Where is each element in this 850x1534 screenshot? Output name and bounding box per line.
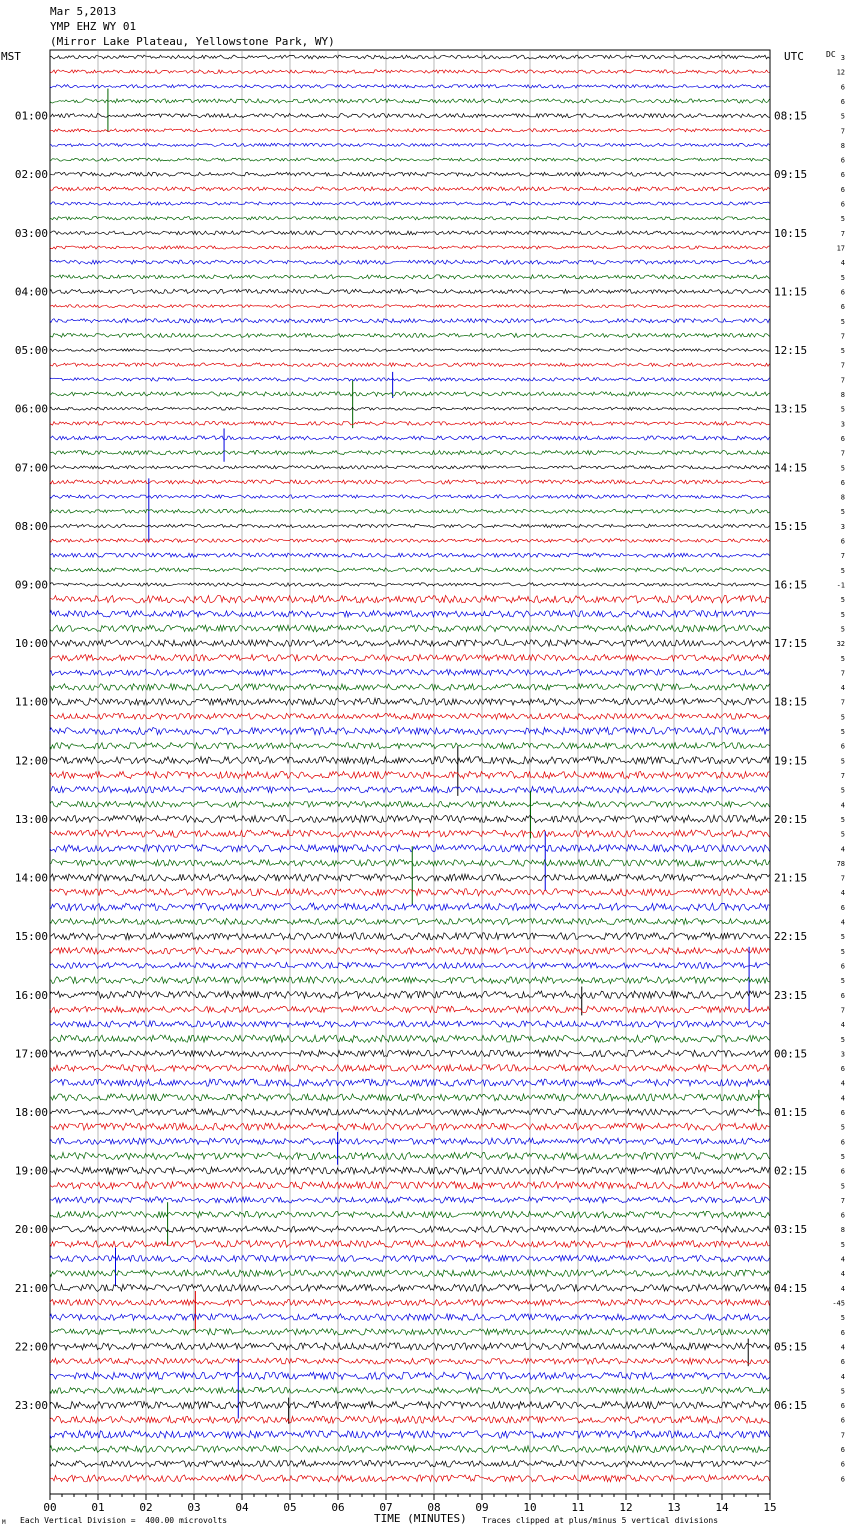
seismic-trace xyxy=(50,1094,770,1101)
x-tick-label: 03 xyxy=(187,1501,201,1514)
x-tick-label: 12 xyxy=(619,1501,633,1514)
seismic-trace xyxy=(50,202,770,205)
x-tick-label: 11 xyxy=(571,1501,585,1514)
left-hour-label: 01:00 xyxy=(14,109,48,123)
seismic-trace xyxy=(50,509,770,513)
dc-offset-label: 5 xyxy=(840,933,845,942)
dc-offset-label: 6 xyxy=(840,991,845,1000)
right-hour-label: 15:15 xyxy=(774,519,808,533)
seismic-trace xyxy=(50,1109,770,1116)
dc-offset-label: 5 xyxy=(840,508,845,517)
dc-offset-label: 7 xyxy=(840,1006,845,1015)
dc-offset-label: 5 xyxy=(840,1314,845,1323)
dc-offset-label: 6 xyxy=(840,1138,845,1147)
seismic-trace xyxy=(50,553,770,557)
dc-offset-label: 6 xyxy=(840,1416,845,1425)
x-tick-label: 05 xyxy=(283,1501,297,1514)
right-hour-label: 13:15 xyxy=(774,402,808,416)
seismic-trace xyxy=(50,1358,770,1364)
seismic-trace xyxy=(50,495,770,499)
seismic-trace xyxy=(50,1123,770,1130)
dc-offset-label: 6 xyxy=(840,742,845,751)
seismic-trace xyxy=(50,55,770,59)
dc-offset-label: 5 xyxy=(840,1387,845,1396)
seismic-trace xyxy=(50,246,770,249)
dc-offset-label: 4 xyxy=(840,1255,845,1264)
seismic-trace xyxy=(50,99,770,103)
seismic-trace xyxy=(50,889,770,896)
seismic-trace xyxy=(50,1401,770,1409)
dc-offset-label: 4 xyxy=(840,1021,845,1030)
seismic-trace xyxy=(50,1050,770,1056)
left-hour-label: 14:00 xyxy=(14,871,48,885)
dc-header-label: DC xyxy=(826,50,836,59)
dc-offset-label: 4 xyxy=(840,918,845,927)
dc-offset-label: 7 xyxy=(840,874,845,883)
seismic-trace xyxy=(50,172,770,176)
seismic-trace xyxy=(50,539,770,543)
seismic-trace xyxy=(50,583,770,586)
x-tick-label: 15 xyxy=(763,1501,777,1514)
seismic-trace xyxy=(50,713,770,719)
left-hour-label: 20:00 xyxy=(14,1223,48,1237)
right-hour-label: 22:15 xyxy=(774,930,808,944)
corner-mark: M xyxy=(2,1519,6,1526)
seismic-trace xyxy=(50,1431,770,1438)
seismic-trace xyxy=(50,860,770,867)
seismic-trace xyxy=(50,1372,770,1379)
x-tick-label: 14 xyxy=(715,1501,729,1514)
header-location: (Mirror Lake Plateau, Yellowstone Park, WY) xyxy=(50,35,335,48)
seismic-trace xyxy=(50,757,770,764)
left-hour-label: 13:00 xyxy=(14,812,48,826)
seismic-trace xyxy=(50,1035,770,1042)
dc-offset-label: 6 xyxy=(840,97,845,106)
x-tick-label: 10 xyxy=(523,1501,537,1514)
left-hour-label: 10:00 xyxy=(14,637,48,651)
seismic-trace xyxy=(50,378,770,381)
dc-offset-label: 5 xyxy=(840,1123,845,1132)
right-hour-label: 03:15 xyxy=(774,1223,808,1237)
right-timezone-label: UTC xyxy=(784,50,804,63)
right-hour-label: 16:15 xyxy=(774,578,808,592)
dc-offset-label: 7 xyxy=(840,376,845,385)
left-hour-label: 19:00 xyxy=(14,1164,48,1178)
right-hour-label: 10:15 xyxy=(774,226,808,240)
seismic-trace xyxy=(50,1446,770,1453)
seismic-trace xyxy=(50,1314,770,1321)
seismic-trace xyxy=(50,129,770,132)
seismic-trace xyxy=(50,451,770,455)
dc-offset-label: 5 xyxy=(840,947,845,956)
right-hour-label: 02:15 xyxy=(774,1164,808,1178)
dc-offset-label: 5 xyxy=(840,610,845,619)
seismic-trace xyxy=(50,1211,770,1218)
dc-offset-label: 7 xyxy=(840,127,845,136)
dc-offset-label: 7 xyxy=(840,772,845,780)
left-timezone-label: MST xyxy=(1,50,21,63)
seismic-trace xyxy=(50,1284,770,1291)
seismic-trace xyxy=(50,1226,770,1232)
seismic-trace xyxy=(50,830,770,837)
seismic-trace xyxy=(50,158,770,161)
dc-offset-label: 7 xyxy=(840,361,845,370)
dc-offset-label: 5 xyxy=(840,830,845,839)
seismic-trace xyxy=(50,143,770,146)
seismic-trace xyxy=(50,422,770,426)
dc-offset-label: 5 xyxy=(840,347,845,356)
seismic-trace xyxy=(50,977,770,984)
seismic-trace xyxy=(50,1240,770,1247)
dc-offset-label: 4 xyxy=(840,1079,845,1088)
dc-offset-label: 4 xyxy=(840,845,845,854)
dc-offset-label: 3 xyxy=(840,54,845,62)
right-hour-label: 19:15 xyxy=(774,754,808,768)
seismic-trace xyxy=(50,669,770,675)
seismic-trace xyxy=(50,231,770,235)
dc-offset-label: 78 xyxy=(836,859,845,868)
seismic-trace xyxy=(50,684,770,691)
x-tick-label: 09 xyxy=(475,1501,489,1514)
seismic-trace xyxy=(50,1152,770,1159)
dc-offset-label: 7 xyxy=(840,1196,845,1205)
seismic-trace xyxy=(50,333,770,337)
dc-offset-label: 8 xyxy=(840,391,845,400)
x-tick-label: 04 xyxy=(235,1501,249,1514)
dc-offset-label: 4 xyxy=(840,889,845,898)
dc-offset-label: 8 xyxy=(840,1226,845,1235)
dc-offset-label: 6 xyxy=(840,537,845,546)
seismic-trace xyxy=(50,1138,770,1144)
dc-offset-label: 6 xyxy=(840,1328,845,1337)
seismic-trace xyxy=(50,1387,770,1393)
seismic-trace xyxy=(50,568,770,572)
seismic-trace xyxy=(50,933,770,940)
right-hour-label: 08:15 xyxy=(774,109,808,123)
seismic-trace xyxy=(50,903,770,910)
dc-offset-label: 5 xyxy=(840,1182,845,1191)
seismic-trace xyxy=(50,727,770,734)
left-hour-label: 22:00 xyxy=(14,1340,48,1354)
x-tick-label: 06 xyxy=(331,1501,345,1514)
seismic-trace xyxy=(50,1021,770,1027)
dc-offset-label: 5 xyxy=(840,273,845,282)
seismic-trace xyxy=(50,349,770,352)
x-tick-label: 13 xyxy=(667,1501,681,1514)
dc-offset-label: 6 xyxy=(840,185,845,194)
seismic-trace xyxy=(50,1329,770,1335)
dc-offset-label: 4 xyxy=(840,1270,845,1279)
left-hour-label: 11:00 xyxy=(14,695,48,709)
dc-offset-label: 6 xyxy=(840,156,845,165)
seismic-trace xyxy=(50,466,770,469)
seismic-trace xyxy=(50,787,770,793)
seismic-trace xyxy=(50,655,770,662)
left-hour-label: 08:00 xyxy=(14,519,48,533)
seismic-trace xyxy=(50,1255,770,1261)
dc-offset-label: 6 xyxy=(840,1109,845,1118)
seismic-trace xyxy=(50,217,770,220)
right-hour-label: 00:15 xyxy=(774,1047,808,1061)
seismic-trace xyxy=(50,114,770,118)
x-axis-label: TIME (MINUTES) xyxy=(374,1512,467,1525)
seismic-trace xyxy=(50,85,770,88)
right-hour-label: 17:15 xyxy=(774,637,808,651)
right-hour-label: 18:15 xyxy=(774,695,808,709)
header-station: YMP EHZ WY 01 xyxy=(50,20,137,33)
dc-offset-label: 6 xyxy=(840,1211,845,1220)
dc-offset-label: 6 xyxy=(840,1065,845,1074)
seismic-trace xyxy=(50,611,770,617)
x-tick-label: 07 xyxy=(379,1501,393,1514)
seismic-trace xyxy=(50,305,770,308)
seismic-trace xyxy=(50,948,770,955)
right-hour-label: 05:15 xyxy=(774,1340,808,1354)
dc-offset-label: 5 xyxy=(840,654,845,663)
dc-offset-label: 5 xyxy=(840,215,845,224)
left-hour-label: 04:00 xyxy=(14,285,48,299)
seismic-trace xyxy=(50,187,770,191)
dc-offset-label: 7 xyxy=(840,698,845,707)
left-hour-label: 15:00 xyxy=(14,930,48,944)
left-hour-label: 03:00 xyxy=(14,226,48,240)
left-hour-label: 09:00 xyxy=(14,578,48,592)
seismic-trace xyxy=(50,480,770,484)
seismic-trace xyxy=(50,289,770,293)
seismic-trace xyxy=(50,625,770,632)
right-hour-label: 12:15 xyxy=(774,344,808,358)
seismic-trace xyxy=(50,275,770,279)
dc-offset-label: 6 xyxy=(840,83,845,92)
dc-offset-label: 7 xyxy=(840,229,845,238)
dc-offset-label: 4 xyxy=(840,1284,845,1293)
seismic-trace xyxy=(50,1416,770,1423)
dc-offset-label: 6 xyxy=(840,200,845,209)
seismic-trace xyxy=(50,1167,770,1174)
seismic-trace xyxy=(50,640,770,647)
scale-note: Each Vertical Division = 400.00 microvolts xyxy=(20,1516,228,1525)
dc-offset-label: 5 xyxy=(840,596,845,605)
seismic-trace xyxy=(50,743,770,749)
dc-offset-label: 5 xyxy=(840,1035,845,1044)
seismic-trace xyxy=(50,918,770,924)
right-hour-label: 09:15 xyxy=(774,168,808,182)
seismic-trace xyxy=(50,1343,770,1350)
dc-offset-label: -1 xyxy=(836,581,845,590)
right-hour-label: 11:15 xyxy=(774,285,808,299)
seismic-trace xyxy=(50,801,770,807)
seismic-trace xyxy=(50,845,770,852)
seismic-trace xyxy=(50,260,770,264)
dc-offset-label: 4 xyxy=(840,1343,845,1352)
seismic-trace xyxy=(50,1475,770,1482)
left-hour-label: 21:00 xyxy=(14,1281,48,1295)
seismic-trace xyxy=(50,1079,770,1086)
seismic-trace xyxy=(50,1270,770,1277)
dc-offset-label: 6 xyxy=(840,1446,845,1455)
dc-offset-label: 3 xyxy=(840,522,845,531)
dc-offset-label: 6 xyxy=(840,288,845,297)
dc-offset-label: 8 xyxy=(840,141,845,150)
right-hour-label: 14:15 xyxy=(774,461,808,475)
x-tick-label: 00 xyxy=(43,1501,57,1514)
dc-offset-label: 6 xyxy=(840,434,845,443)
seismic-trace xyxy=(50,70,770,74)
dc-offset-label: 6 xyxy=(840,962,845,971)
seismic-trace xyxy=(50,436,770,440)
left-hour-label: 18:00 xyxy=(14,1106,48,1120)
seismic-trace xyxy=(50,698,770,705)
right-hour-label: 20:15 xyxy=(774,812,808,826)
dc-offset-label: 17 xyxy=(836,244,845,253)
dc-offset-label: 4 xyxy=(840,1094,845,1103)
left-hour-label: 07:00 xyxy=(14,461,48,475)
plot-frame xyxy=(50,50,770,1494)
dc-offset-label: 3 xyxy=(840,420,845,429)
seismic-trace xyxy=(50,1006,770,1013)
left-hour-label: 05:00 xyxy=(14,344,48,358)
dc-offset-label: 6 xyxy=(840,1358,845,1367)
seismic-trace xyxy=(50,595,770,603)
left-hour-label: 02:00 xyxy=(14,168,48,182)
dc-offset-label: 4 xyxy=(840,801,845,810)
dc-offset-label: 5 xyxy=(840,625,845,634)
seismic-trace xyxy=(50,991,770,998)
seismic-trace xyxy=(50,392,770,396)
seismic-trace xyxy=(50,524,770,527)
right-hour-label: 21:15 xyxy=(774,871,808,885)
dc-offset-label: 5 xyxy=(840,405,845,414)
seismic-trace xyxy=(50,815,770,822)
dc-offset-label: 5 xyxy=(840,757,845,766)
dc-offset-label: 6 xyxy=(840,303,845,312)
seismic-trace xyxy=(50,963,770,969)
dc-offset-label: 6 xyxy=(840,1475,845,1484)
dc-offset-label: 6 xyxy=(840,1402,845,1411)
dc-offset-label: 5 xyxy=(840,1152,845,1161)
clip-note: Traces clipped at plus/minus 5 vertical divisions xyxy=(482,1516,719,1525)
dc-offset-label: 4 xyxy=(840,1372,845,1381)
right-hour-label: 01:15 xyxy=(774,1106,808,1120)
dc-offset-label: -45 xyxy=(832,1299,845,1308)
seismic-trace xyxy=(50,874,770,881)
seismic-trace xyxy=(50,1065,770,1072)
seismic-trace xyxy=(50,771,770,778)
dc-offset-label: 5 xyxy=(840,1240,845,1249)
dc-offset-label: 7 xyxy=(840,552,845,561)
left-hour-label: 16:00 xyxy=(14,988,48,1002)
x-tick-label: 01 xyxy=(91,1501,105,1514)
dc-offset-label: 5 xyxy=(840,566,845,575)
dc-offset-label: 5 xyxy=(840,728,845,737)
dc-offset-label: 6 xyxy=(840,903,845,912)
seismic-trace xyxy=(50,407,770,410)
seismic-trace xyxy=(50,1461,770,1467)
dc-offset-label: 32 xyxy=(836,640,845,649)
dc-offset-label: 5 xyxy=(840,112,845,121)
dc-offset-label: 5 xyxy=(840,786,845,795)
seismic-trace xyxy=(50,1299,770,1305)
x-tick-label: 08 xyxy=(427,1501,441,1514)
dc-offset-label: 6 xyxy=(840,1460,845,1469)
dc-offset-label: 7 xyxy=(840,1431,845,1440)
dc-offset-label: 8 xyxy=(840,493,845,502)
right-hour-label: 23:15 xyxy=(774,988,808,1002)
seismic-trace xyxy=(50,1182,770,1189)
left-hour-label: 23:00 xyxy=(14,1399,48,1413)
dc-offset-label: 6 xyxy=(840,171,845,180)
dc-offset-label: 3 xyxy=(840,1050,845,1059)
dc-offset-label: 5 xyxy=(840,317,845,326)
dc-offset-label: 5 xyxy=(840,815,845,824)
dc-offset-label: 4 xyxy=(840,259,845,268)
dc-offset-label: 6 xyxy=(840,1167,845,1176)
dc-offset-label: 12 xyxy=(836,68,845,77)
dc-offset-label: 5 xyxy=(840,713,845,722)
right-hour-label: 04:15 xyxy=(774,1281,808,1295)
dc-offset-label: 5 xyxy=(840,464,845,473)
left-hour-label: 17:00 xyxy=(14,1047,48,1061)
left-hour-label: 06:00 xyxy=(14,402,48,416)
seismic-trace xyxy=(50,363,770,367)
left-hour-label: 12:00 xyxy=(14,754,48,768)
seismic-trace xyxy=(50,319,770,323)
dc-offset-label: 7 xyxy=(840,669,845,678)
dc-offset-label: 7 xyxy=(840,332,845,341)
dc-offset-label: 6 xyxy=(840,478,845,487)
x-tick-label: 02 xyxy=(139,1501,153,1514)
header-date: Mar 5,2013 xyxy=(50,5,117,18)
dc-offset-label: 5 xyxy=(840,977,845,986)
dc-offset-label: 7 xyxy=(840,449,845,458)
dc-offset-label: 4 xyxy=(840,684,845,693)
right-hour-label: 06:15 xyxy=(774,1399,808,1413)
seismic-trace xyxy=(50,1197,770,1203)
